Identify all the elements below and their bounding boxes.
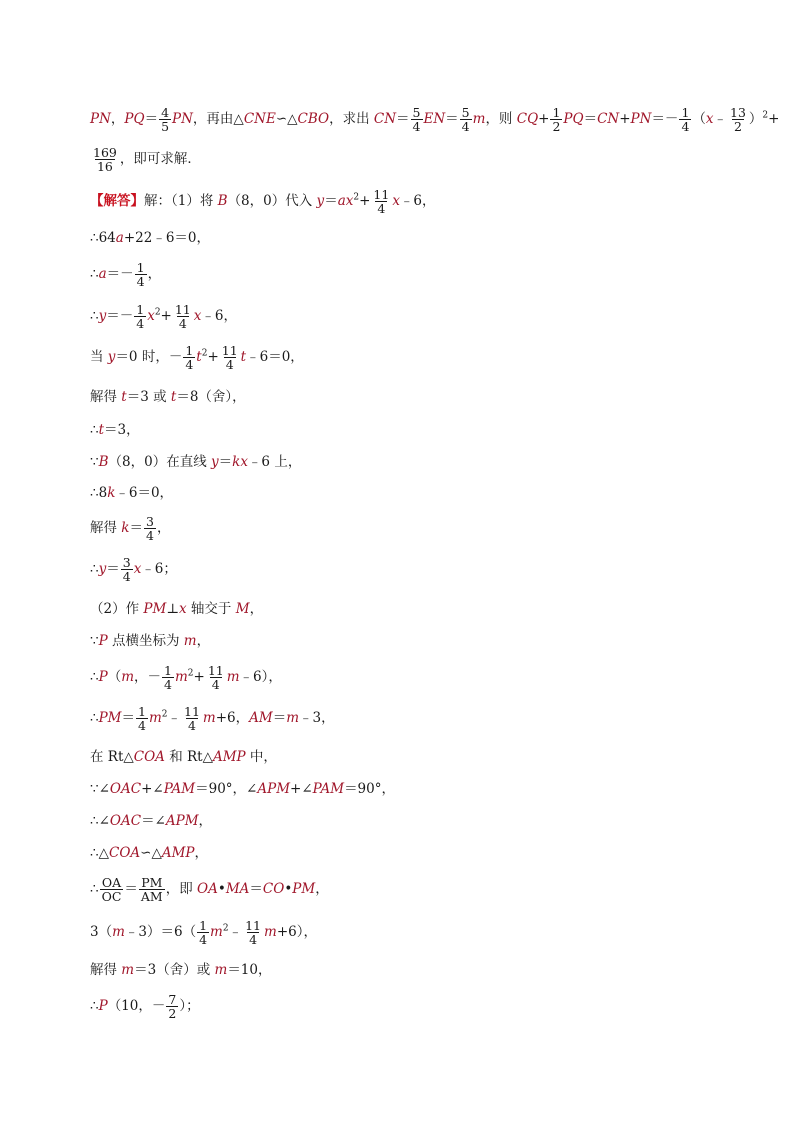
text-run: ﹣: [167, 710, 182, 727]
text-run: •: [284, 881, 293, 898]
fraction: [183, 344, 195, 371]
text-run: ＝: [106, 561, 120, 578]
text-run: 和 Rt△: [164, 749, 213, 765]
math-variable: x: [133, 561, 142, 578]
fraction: [144, 515, 156, 542]
solution-line: [90, 344, 304, 371]
fraction-numerator: 5: [412, 105, 421, 120]
text-run: ﹣3）＝6（: [124, 924, 197, 941]
solution-line: [90, 958, 272, 978]
solution-line: [90, 515, 170, 542]
text-run: ＝: [396, 111, 410, 128]
fraction-numerator: 1: [164, 663, 172, 678]
math-variable: m: [264, 924, 277, 941]
fraction-denominator: 4: [136, 316, 145, 332]
math-variable: t: [98, 422, 105, 438]
text-run: ∴: [90, 669, 99, 686]
math-variable: a: [115, 230, 124, 246]
text-run: ＝90°，∠: [195, 781, 258, 797]
fraction: [100, 876, 124, 903]
text-run: ∴∠: [90, 813, 110, 829]
math-variable: B: [98, 454, 109, 470]
math-variable: CNE: [243, 111, 276, 128]
superscript: 2: [353, 192, 360, 203]
text-run: +: [207, 349, 219, 366]
math-variable: MA: [225, 881, 250, 898]
math-variable: PM: [98, 710, 122, 727]
solution-line: [90, 226, 210, 246]
text-run: 轴交于: [186, 601, 236, 617]
math-variable: m: [174, 669, 188, 686]
text-run: ＝: [324, 193, 338, 210]
solution-line: [90, 303, 237, 330]
fraction: [91, 146, 119, 173]
math-variable: PN: [90, 111, 111, 128]
fraction: [220, 344, 240, 371]
math-variable: PM: [143, 601, 167, 617]
text-run: ＝: [124, 881, 138, 898]
text-run: ）: [748, 111, 763, 128]
text-run: ∴64: [90, 230, 116, 246]
fraction-numerator: 1: [552, 105, 561, 120]
math-variable: PN: [630, 111, 652, 128]
math-variable: k: [107, 485, 116, 501]
fraction-numerator: 1: [185, 343, 194, 358]
fraction-denominator: 4: [412, 119, 421, 135]
text-run: ，再由△: [192, 111, 244, 128]
fraction-denominator: 4: [145, 528, 154, 544]
solution-line: [90, 809, 212, 829]
text-run: +: [193, 669, 205, 686]
text-run: ﹣6；: [141, 561, 177, 578]
solution-line: [90, 597, 263, 617]
fraction-numerator: 1: [136, 302, 145, 317]
math-variable: PN: [172, 111, 193, 128]
text-run: ＝∠: [141, 813, 166, 829]
text-run: ，即: [165, 881, 198, 898]
fraction-denominator: 4: [681, 119, 690, 135]
text-run: ，: [156, 520, 171, 537]
text-run: ∴8: [90, 485, 108, 501]
math-variable: APM: [165, 813, 199, 829]
math-variable: x: [392, 193, 400, 210]
text-run: ﹣6 上，: [247, 454, 302, 470]
text-run: 当: [90, 349, 108, 366]
text-run: （: [107, 669, 122, 686]
text-run: ＝3（舍）或: [134, 962, 215, 978]
text-run: +6），: [276, 924, 317, 941]
text-run: ，: [315, 881, 329, 898]
fraction-numerator: 1: [136, 260, 145, 275]
math-variable: PAM: [312, 781, 345, 797]
text-run: ＝90°，: [344, 781, 395, 797]
solution-line: [90, 841, 208, 861]
text-run: 中，: [245, 749, 277, 765]
fraction: [134, 303, 146, 330]
text-run: ，－: [134, 669, 161, 686]
math-variable: AMP: [161, 845, 195, 861]
fraction: [173, 303, 193, 330]
math-variable: m: [121, 669, 134, 686]
text-run: 在 Rt△: [90, 749, 134, 765]
math-variable: m: [202, 710, 216, 727]
fraction: [166, 993, 178, 1020]
math-variable: x: [193, 308, 202, 325]
fraction-numerator: 4: [161, 105, 170, 120]
solution-line: [90, 481, 173, 501]
superscript: 2: [154, 307, 161, 318]
math-variable: PQ: [563, 111, 584, 128]
text-run: ∴: [90, 710, 99, 727]
text-run: ，: [198, 813, 213, 829]
text-run: +∠: [290, 781, 313, 797]
text-run: +: [359, 193, 371, 210]
solution-line: [90, 705, 335, 732]
text-run: ＝: [129, 520, 143, 537]
math-variable: CN: [597, 111, 620, 128]
text-run: ∴: [90, 308, 99, 325]
text-run: +: [160, 308, 172, 325]
text-run: （8，0）代入: [227, 193, 317, 210]
text-run: ＝8（舍），: [176, 389, 246, 405]
math-variable: m: [148, 710, 162, 727]
math-variable: P: [98, 669, 108, 686]
math-variable: CO: [262, 881, 285, 898]
fraction: [243, 919, 263, 946]
fraction-denominator: 5: [161, 119, 170, 135]
math-variable: ax: [337, 193, 354, 210]
text-run: ＝3 或: [126, 389, 171, 405]
text-run: （10，－: [107, 998, 166, 1015]
solution-line: [90, 261, 161, 288]
fraction-numerator: 7: [168, 992, 177, 1007]
fraction-denominator: 4: [164, 677, 172, 693]
fraction: [135, 261, 147, 288]
text-run: +: [538, 111, 550, 128]
fraction-numerator: 11: [221, 343, 238, 358]
math-variable: B: [217, 193, 228, 210]
math-variable: COA: [133, 749, 165, 765]
solution-line: [90, 777, 395, 797]
solution-line: [90, 556, 177, 583]
fraction-denominator: 4: [249, 932, 258, 948]
text-run: ＝0 时，－: [115, 349, 183, 366]
superscript: 2: [222, 923, 229, 934]
fraction-denominator: 4: [377, 201, 386, 217]
text-run: +22﹣6＝0，: [123, 230, 211, 246]
solution-line: [90, 993, 200, 1020]
text-run: 3（: [90, 924, 113, 941]
text-run: 点横坐标为: [107, 633, 184, 649]
fraction-numerator: 11: [174, 302, 191, 317]
text-run: ，求出: [329, 111, 374, 128]
solution-line: [90, 188, 436, 215]
text-run: ＝: [121, 710, 136, 727]
fraction-numerator: 169: [93, 145, 117, 160]
text-run: ＝－: [106, 308, 134, 325]
fraction: [162, 664, 174, 691]
text-run: ∴: [90, 561, 99, 578]
math-variable: m: [183, 633, 197, 649]
solution-line: [90, 629, 210, 649]
math-variable: y: [211, 454, 219, 470]
fraction-numerator: 11: [207, 663, 224, 678]
solution-line: [90, 146, 201, 173]
fraction-denominator: 4: [185, 357, 194, 373]
text-run: ﹣: [713, 111, 728, 128]
text-run: ）；: [179, 998, 200, 1015]
math-variable: kx: [232, 454, 248, 470]
fraction: [197, 919, 209, 946]
math-variable: OA: [197, 881, 218, 898]
math-variable: M: [235, 601, 250, 617]
fraction-denominator: OC: [101, 889, 122, 905]
math-variable: P: [98, 633, 108, 649]
math-variable: t: [170, 389, 177, 405]
text-run: ＝: [583, 111, 598, 128]
text-run: ，即可求解．: [119, 151, 201, 168]
math-variable: m: [121, 962, 135, 978]
superscript: 2: [187, 668, 194, 679]
math-variable: x: [179, 601, 187, 617]
solution-line: [90, 664, 282, 691]
text-run: ﹣6＝0，: [246, 349, 304, 366]
math-variable: P: [98, 998, 108, 1015]
math-variable: OAC: [109, 781, 142, 797]
math-variable: m: [214, 962, 228, 978]
fraction: [136, 705, 148, 732]
text-run: ＝: [144, 111, 159, 128]
text-run: 解得: [90, 962, 122, 978]
text-run: ∴△: [90, 845, 109, 861]
fraction: [182, 705, 202, 732]
solution-line: [90, 385, 246, 405]
math-variable: COA: [108, 845, 141, 861]
fraction-numerator: 11: [245, 918, 261, 933]
text-run: ∴: [90, 422, 99, 438]
text-run: ∵: [90, 454, 99, 470]
text-run: ，则: [485, 111, 517, 128]
text-run: ﹣6＝0，: [115, 485, 174, 501]
text-run: 解得: [90, 389, 122, 405]
text-run: ＝－: [651, 111, 679, 128]
text-run: ﹣6），: [239, 669, 282, 686]
fraction-denominator: 4: [138, 718, 146, 734]
fraction: [206, 664, 226, 691]
text-run: ，: [249, 601, 264, 617]
math-variable: y: [107, 349, 116, 366]
fraction-numerator: PM: [141, 875, 163, 890]
text-run: ∴: [90, 266, 99, 283]
fraction-numerator: 5: [461, 105, 470, 120]
text-run: （8，0）在直线: [108, 454, 211, 470]
text-run: +6，: [215, 710, 250, 727]
text-run: +: [768, 111, 780, 128]
fraction-denominator: 4: [178, 316, 187, 332]
math-variable: PQ: [124, 111, 145, 128]
fraction-denominator: 2: [168, 1006, 177, 1022]
math-variable: t: [196, 349, 202, 366]
math-variable: CN: [373, 111, 397, 128]
text-run: •: [217, 881, 226, 898]
fraction: [679, 106, 691, 133]
text-run: ﹣: [228, 924, 243, 941]
text-run: 解得: [90, 520, 122, 537]
fraction-denominator: 4: [187, 718, 196, 734]
math-variable: AMP: [212, 749, 246, 765]
superscript: 2: [762, 110, 769, 121]
fraction-denominator: 4: [136, 274, 145, 290]
text-run: ，: [147, 266, 162, 283]
text-run: ﹣6，: [399, 193, 436, 210]
fraction-numerator: 1: [681, 105, 690, 120]
text-run: ＝3，: [104, 422, 140, 438]
fraction-numerator: 1: [138, 704, 146, 719]
fraction-numerator: 3: [122, 555, 131, 570]
text-run: ＝: [218, 454, 233, 470]
text-run: +: [619, 111, 631, 128]
fraction-numerator: 11: [184, 704, 200, 719]
math-variable: k: [121, 520, 130, 537]
solution-line: [90, 106, 779, 133]
text-run: ∴: [90, 881, 99, 898]
fraction-denominator: 16: [96, 159, 113, 175]
solution-line: [90, 418, 140, 438]
text-run: ⊥: [166, 601, 180, 617]
fraction-numerator: 11: [373, 187, 390, 202]
math-variable: x: [147, 308, 155, 325]
fraction: [411, 106, 423, 133]
fraction-denominator: 4: [199, 932, 208, 948]
fraction-denominator: AM: [140, 889, 163, 905]
math-variable: m: [210, 924, 223, 941]
text-run: ，: [110, 111, 125, 128]
solution-line: [90, 919, 317, 946]
superscript: 2: [161, 709, 168, 720]
fraction: [728, 106, 748, 133]
math-variable: a: [98, 266, 107, 283]
text-run: ＝: [249, 881, 263, 898]
math-variable: y: [98, 561, 107, 578]
fraction-denominator: 4: [211, 677, 220, 693]
fraction-denominator: 4: [225, 357, 234, 373]
fraction-numerator: 1: [199, 918, 208, 933]
fraction-denominator: 4: [461, 119, 470, 135]
text-run: ，: [196, 633, 211, 649]
math-variable: t: [240, 349, 247, 366]
math-variable: y: [316, 193, 325, 210]
fraction: [460, 106, 472, 133]
text-run: ，: [194, 845, 208, 861]
fraction-numerator: 13: [730, 105, 746, 120]
math-variable: EN: [423, 111, 446, 128]
answer-label: 【解答】: [90, 193, 144, 210]
math-variable: m: [112, 924, 125, 941]
text-run: ∽△: [140, 845, 162, 861]
text-run: ∴: [90, 998, 99, 1015]
math-variable: m: [472, 111, 486, 128]
math-variable: t: [121, 389, 127, 405]
math-variable: APM: [257, 781, 291, 797]
math-variable: OAC: [109, 813, 142, 829]
math-variable: x: [705, 111, 714, 128]
fraction: [550, 106, 562, 133]
math-variable: AM: [249, 710, 273, 727]
text-run: ＝: [272, 710, 287, 727]
text-run: ∵: [90, 633, 99, 649]
text-run: （2）作: [90, 601, 144, 617]
math-variable: CBO: [297, 111, 330, 128]
text-run: +∠: [141, 781, 164, 797]
fraction-numerator: 3: [145, 514, 154, 529]
text-run: ﹣6，: [201, 308, 237, 325]
text-run: ﹣3，: [299, 710, 335, 727]
math-variable: CQ: [516, 111, 539, 128]
fraction-denominator: 2: [552, 119, 561, 135]
fraction: [371, 188, 391, 215]
math-variable: m: [286, 710, 300, 727]
solution-line: [90, 450, 301, 470]
text-run: ∵∠: [90, 781, 110, 797]
text-run: 解：（1）将: [144, 193, 218, 210]
text-run: ＝: [445, 111, 459, 128]
text-run: ∽△: [275, 111, 298, 128]
fraction: [121, 556, 133, 583]
math-variable: PAM: [163, 781, 196, 797]
solution-line: [90, 876, 329, 903]
solution-line: [90, 745, 277, 765]
text-run: ＝－: [106, 266, 134, 283]
fraction-numerator: OA: [101, 875, 122, 890]
text-run: ＝10，: [227, 962, 272, 978]
fraction-denominator: 4: [122, 569, 131, 585]
fraction: [159, 106, 171, 133]
text-run: （: [692, 111, 706, 128]
math-variable: y: [98, 308, 107, 325]
superscript: 2: [201, 348, 208, 359]
math-variable: PM: [292, 881, 316, 898]
math-variable: m: [226, 669, 240, 686]
fraction-denominator: 2: [733, 119, 742, 135]
fraction: [139, 876, 165, 903]
